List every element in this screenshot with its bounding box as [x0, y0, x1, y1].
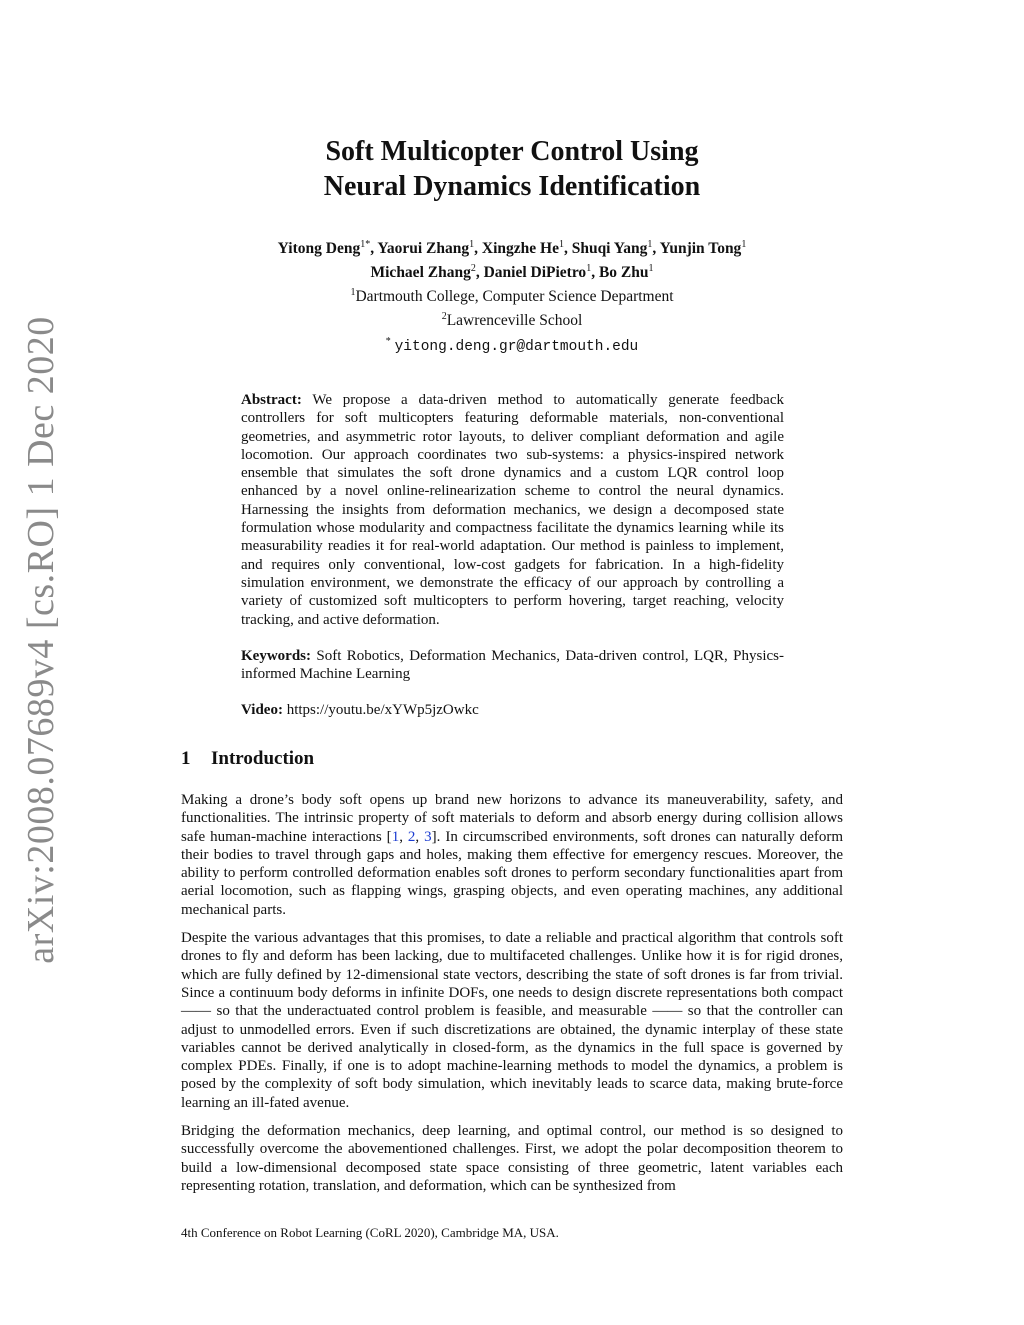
arxiv-identifier: arXiv:2008.07689v4 [cs.RO] 1 Dec 2020	[20, 316, 62, 964]
author-name: Yitong Deng	[277, 240, 361, 258]
author-affiliation-mark: 1	[586, 263, 592, 275]
affiliation-2: $^2$Lawrenceville School	[441, 311, 583, 330]
author-block	[0, 235, 1024, 357]
author-affiliation-mark: 1	[558, 239, 564, 250]
section-heading-introduction	[181, 748, 314, 770]
citation-link[interactable]: 2	[407, 828, 416, 845]
author-name: Yunjin Tong	[659, 240, 742, 258]
author-name: Daniel DiPietro	[483, 264, 587, 282]
conference-footer: 4th Conference on Robot Learning (CoRL 2020), Cambridge MA, USA.	[181, 1225, 559, 1240]
author-affiliation-mark: 2	[470, 263, 476, 275]
author-name: Bo Zhu	[598, 264, 649, 282]
author-affiliation-mark: 1*	[360, 239, 371, 250]
keywords-label: Keywords:	[241, 647, 311, 664]
citation-link[interactable]: 3	[424, 828, 432, 845]
intro-paragraph-2: Despite the various advantages that this promises, to date a reliable and practical algorithm that controls soft drones to fly and deform has been lacking, due to multifaceted challenges. Unlike how it is for rigid drones, which are fully defined by 12-dimensional state vectors, describing the state of soft drones is far from trivial. Since a continuum body deforms in infinite DOFs, one needs to design discrete representations both compact —— so that the underactuated control problem is feasible, and measurable —— so that the controller can adjust to unmodelled errors. Even if such discretizations are obtained, the dynamic interplay of these state variables cannot be derived analytically in closed-form, as the dynamics in the full space is governed by complex PDEs. Finally, if one is to adopt machine-learning methods to model the dynamics, a problem is posed by the complexity of soft body simulation, which inevitably leads to scarce data, making brute-force learning an ill-fated avenue.	[181, 930, 843, 1111]
author-affiliation-mark: 1	[648, 263, 654, 275]
video-label: Video:	[241, 702, 283, 719]
author-affiliation-mark: 1	[647, 239, 653, 250]
contact-email: * yitong.deng.gr@dartmouth.edu	[385, 335, 639, 355]
section-title: Introduction	[211, 748, 315, 769]
abstract-text: We propose a data-driven method to automatically generate feedback controllers for soft multicopters featuring deformable materials, non-conventional geometries, and asymmetric rotor layouts, to deliver compliant deformation and agile locomotion. Our approach coordinates two sub-systems: a physics-inspired network ensemble that simulates the soft drone dynamics and a custom LQR control loop enhanced by a novel online-relinearization scheme to control the neural dynamics. Harnessing the insights from deformation mechanics, we design a decomposed state formulation whose modularity and compactness facilitate the dynamics learning while its measurability readies it for real-world adaptation. Our method is painless to implement, and requires only conventional, low-cost gadgets for fabrication. In a high-fidelity simulation environment, we demonstrate the efficacy of our approach by controlling a variety of customized soft multicopters to perform hovering, target reaching, velocity tracking, and active deformation.	[241, 392, 784, 628]
email-address[interactable]: yitong.deng.gr@dartmouth.edu	[394, 338, 639, 355]
paper-title	[0, 134, 1024, 204]
introduction-body	[181, 791, 843, 1205]
section-number: 1	[181, 748, 191, 769]
title-line-1: Soft Multicopter Control Using	[325, 136, 699, 167]
keywords-paragraph	[241, 647, 784, 684]
author-name: Michael Zhang	[370, 264, 471, 282]
author-line-1: Yitong Deng$^{1*}$, Yaorui Zhang$^1$, Xingzhe He$^1$, Shuqi Yang$^1$, Yunjin Tong$^1$	[277, 239, 747, 258]
abstract-paragraph	[241, 391, 784, 629]
intro-paragraph-1: Making a drone’s body soft opens up brand new horizons to advance its maneuverability, safety, and functionalities. The intrinsic property of soft materials to deform and absorb energy during collision allows safe human-machine interactions [1, 2, 3]. In circumscribed environments, soft drones can naturally deform their bodies to travel through gaps and holes, making them effective for emergency rescues. Moreover, the ability to perform controlled deformation enables soft drones to perform secondary functionalities apart from aerial locomotion, such as flapping wings, grasping objects, and even operating machines, any additional mechanical parts.	[181, 792, 844, 918]
citation-link[interactable]: 1	[391, 828, 400, 845]
abstract-label: Abstract:	[241, 392, 302, 408]
author-affiliation-mark: 1	[741, 239, 747, 250]
title-line-2: Neural Dynamics Identification	[323, 171, 701, 202]
keywords-text: Soft Robotics, Deformation Mechanics, Data-driven control, LQR, Physics-informed Machine Learning	[241, 647, 784, 683]
author-line-2: Michael Zhang$^2$, Daniel DiPietro$^1$, Bo Zhu$^1$	[370, 263, 654, 282]
intro-paragraph-3: Bridging the deformation mechanics, deep learning, and optimal control, our method is so designed to successfully overcome the abovementioned challenges. First, we adopt the polar decomposition theorem to build a low-dimensional decomposed state space consisting of three geometric, latent variables each representing rotation, translation, and deformation, which can be synthesized from	[181, 1123, 843, 1194]
author-name: Shuqi Yang	[571, 240, 648, 258]
abstract-section	[241, 391, 784, 738]
author-name: Yaorui Zhang	[377, 240, 470, 258]
video-paragraph	[241, 701, 784, 719]
author-name: Xingzhe He	[481, 240, 559, 258]
author-affiliation-mark: 1	[469, 239, 475, 250]
video-link[interactable]: https://youtu.be/xYWp5jzOwkc	[286, 702, 479, 719]
affiliation-1: $^1$Dartmouth College, Computer Science Department	[350, 287, 674, 306]
